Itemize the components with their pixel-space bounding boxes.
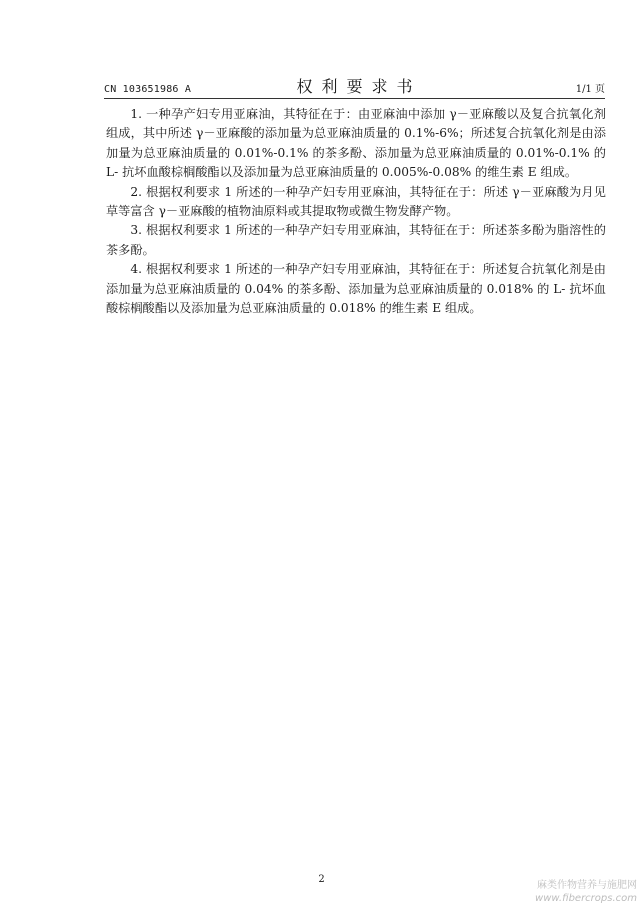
watermark-site-name: 麻类作物营养与施肥网 xyxy=(537,880,637,891)
publication-number: CN 103651986 A xyxy=(104,84,192,95)
claim-4: 4. 根据权利要求 1 所述的一种孕产妇专用亚麻油，其特征在于：所述复合抗氧化剂是由添加量为总亚麻油质量的 0.04% 的茶多酚、添加量为总亚麻油质量的 0.018% 的 L- 抗坏血酸棕榈酸酯以及添加量为总亚麻油质量的 0.018% 的维生素 E 组成。 xyxy=(106,262,606,316)
claim-3: 3. 根据权利要求 1 所述的一种孕产妇专用亚麻油，其特征在于：所述茶多酚为脂溶性的茶多酚。 xyxy=(106,223,606,257)
claims-body xyxy=(106,105,606,318)
page-count-label: 1/1 页 xyxy=(575,84,605,95)
page-title: 权利要求书 xyxy=(296,77,422,96)
watermark-url: www.fibercrops.com xyxy=(535,893,637,904)
claim-1: 1. 一种孕产妇专用亚麻油，其特征在于：由亚麻油中添加 γ－亚麻酸以及复合抗氧化剂组成，其中所述 γ－亚麻酸的添加量为总亚麻油质量的 0.1%-6%；所述复合抗氧化剂是由添加量为总亚麻油质量的 0.01%-0.1% 的茶多酚、添加量为总亚麻油质量的 0.01%-0.1% 的 L- 抗坏血酸棕榈酸酯以及添加量为总亚麻油质量的 0.005%-0.08% 的维生素 E 组成。 xyxy=(106,107,606,180)
header-divider xyxy=(104,98,605,99)
page-header xyxy=(104,76,605,98)
claim-2: 2. 根据权利要求 1 所述的一种孕产妇专用亚麻油，其特征在于：所述 γ－亚麻酸为月见草等富含 γ－亚麻酸的植物油原料或其提取物或微生物发酵产物。 xyxy=(106,184,606,219)
watermark xyxy=(535,879,637,905)
page-number: 2 xyxy=(318,874,325,885)
